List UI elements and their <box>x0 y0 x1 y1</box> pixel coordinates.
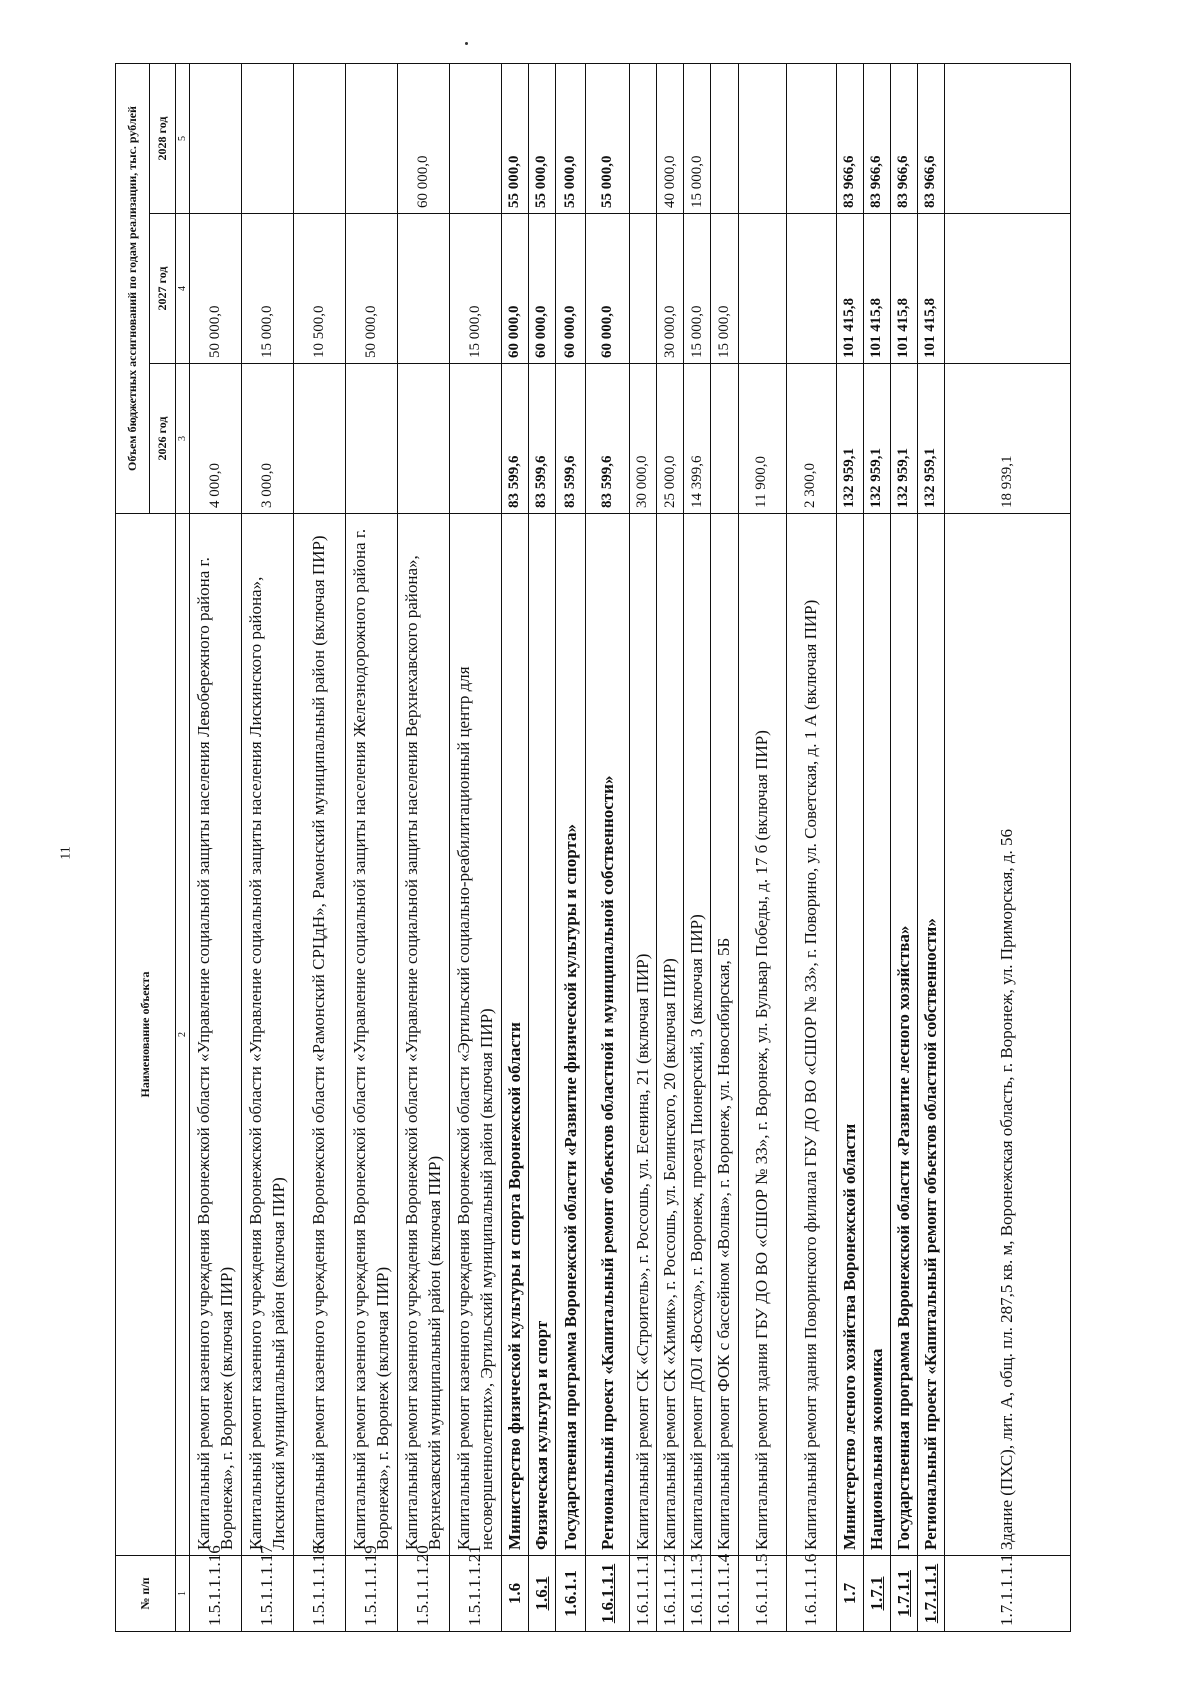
index-cell: 4 <box>176 214 190 364</box>
value-2027: 101 415,8 <box>917 214 944 364</box>
object-name: Капитальный ремонт казенного учреждения Воронежской области «Эртильский социально-реабилитационный центр для несовершеннолетних», Эртильский муниципальный район (включая ПИР) <box>450 514 502 1556</box>
value-2028: 83 966,6 <box>836 64 863 214</box>
value-2026 <box>711 364 738 514</box>
header-name: Наименование объекта <box>116 514 176 1556</box>
value-2026: 3 000,0 <box>242 364 294 514</box>
value-2028 <box>242 64 294 214</box>
row-number: 1.6.1.1.1.1 <box>630 1556 657 1632</box>
value-2028: 40 000,0 <box>657 64 684 214</box>
value-2026: 4 000,0 <box>190 364 242 514</box>
row-number: 1.5.1.1.1.21 <box>450 1556 502 1632</box>
value-2027: 60 000,0 <box>502 214 529 364</box>
value-2028: 83 966,6 <box>917 64 944 214</box>
value-2026 <box>450 364 502 514</box>
value-2028: 15 000,0 <box>684 64 711 214</box>
value-2027: 10 500,0 <box>294 214 346 364</box>
table-row <box>711 64 738 1632</box>
header-no: № п/п <box>116 1556 176 1632</box>
table-row <box>346 64 398 1632</box>
value-2026: 83 599,6 <box>529 364 556 514</box>
table-row <box>556 64 586 1632</box>
value-2027 <box>944 214 1070 364</box>
value-2026: 30 000,0 <box>630 364 657 514</box>
value-2028 <box>450 64 502 214</box>
value-2026: 132 959,1 <box>863 364 890 514</box>
object-name: Капитальный ремонт СК «Строитель», г. Россошь, ул. Есенина, 21 (включая ПИР) <box>630 514 657 1556</box>
table-row <box>502 64 529 1632</box>
value-2026: 132 959,1 <box>890 364 917 514</box>
index-cell: 3 <box>176 364 190 514</box>
object-name: Капитальный ремонт здания ГБУ ДО ВО «СШОР № 33», г. Воронеж, ул. Бульвар Победы, д. 17 б (включая ПИР) <box>738 514 786 1556</box>
value-2027 <box>398 214 450 364</box>
table-row <box>190 64 242 1632</box>
value-2027: 15 000,0 <box>242 214 294 364</box>
value-2027: 15 000,0 <box>684 214 711 364</box>
value-2026: 11 900,0 <box>738 364 786 514</box>
row-number: 1.7.1 <box>863 1556 890 1632</box>
row-number: 1.6.1 <box>529 1556 556 1632</box>
value-2028: 83 966,6 <box>863 64 890 214</box>
row-number: 1.7.1.1.1 <box>917 1556 944 1632</box>
row-number: 1.5.1.1.1.18 <box>294 1556 346 1632</box>
value-2026: 14 399,6 <box>684 364 711 514</box>
index-cell: 1 <box>176 1556 190 1632</box>
value-2027: 50 000,0 <box>346 214 398 364</box>
value-2028 <box>630 64 657 214</box>
object-name: Министерство лесного хозяйства Воронежской области <box>836 514 863 1556</box>
value-2028 <box>190 64 242 214</box>
object-name: Региональный проект «Капитальный ремонт объектов областной и муниципальной собственности» <box>586 514 630 1556</box>
row-number: 1.6.1.1.1.3 <box>684 1556 711 1632</box>
object-name: Капитальный ремонт ДОЛ «Восход», г. Воронеж, проезд Пионерский, 3 (включая ПИР) <box>684 514 711 1556</box>
value-2026 <box>294 364 346 514</box>
table-row <box>630 64 657 1632</box>
rotated-page <box>115 64 1071 1632</box>
row-number: 1.5.1.1.1.17 <box>242 1556 294 1632</box>
value-2028: 55 000,0 <box>502 64 529 214</box>
index-cell: 2 <box>176 514 190 1556</box>
table-row <box>917 64 944 1632</box>
value-2026: 83 599,6 <box>502 364 529 514</box>
value-2028: 55 000,0 <box>556 64 586 214</box>
value-2026: 83 599,6 <box>586 364 630 514</box>
object-name: Капитальный ремонт ФОК с бассейном «Волна», г. Воронеж, ул. Новосибирская, 5Б <box>711 514 738 1556</box>
value-2027: 60 000,0 <box>529 214 556 364</box>
table-row <box>657 64 684 1632</box>
header-year-2026: 2026 год <box>150 364 176 514</box>
header-year-2027: 2027 год <box>150 214 176 364</box>
object-name: Государственная программа Воронежской области «Развитие лесного хозяйства» <box>890 514 917 1556</box>
value-2027: 101 415,8 <box>863 214 890 364</box>
row-number: 1.6.1.1 <box>556 1556 586 1632</box>
object-name: Капитальный ремонт казенного учреждения Воронежской области «Управление социальной защиты населения Лискинского района», Лискинский муниципальный район (включая ПИР) <box>242 514 294 1556</box>
row-number: 1.6.1.1.1.2 <box>657 1556 684 1632</box>
value-2027 <box>738 214 786 364</box>
header-budget-group: Объем бюджетных ассигнований по годам реализации, тыс. рублей <box>116 64 150 514</box>
object-name: Государственная программа Воронежской области «Развитие физической культуры и спорта» <box>556 514 586 1556</box>
value-2028: 55 000,0 <box>529 64 556 214</box>
value-2026: 132 959,1 <box>917 364 944 514</box>
object-name: Национальная экономика <box>863 514 890 1556</box>
value-2027 <box>786 214 836 364</box>
value-2027: 60 000,0 <box>586 214 630 364</box>
value-2028: 60 000,0 <box>398 64 450 214</box>
budget-table <box>115 63 1071 1632</box>
table-row <box>242 64 294 1632</box>
table-row <box>294 64 346 1632</box>
value-2027: 30 000,0 <box>657 214 684 364</box>
value-2028 <box>294 64 346 214</box>
table-row <box>863 64 890 1632</box>
object-name: Капитальный ремонт казенного учреждения Воронежской области «Управление социальной защиты населения Левобережного района г. Воронежа», г. Воронеж (включая ПИР) <box>190 514 242 1556</box>
table-row <box>586 64 630 1632</box>
value-2028: 83 966,6 <box>890 64 917 214</box>
value-2026 <box>346 364 398 514</box>
value-2028: 55 000,0 <box>586 64 630 214</box>
object-name: Региональный проект «Капитальный ремонт объектов областной собственности» <box>917 514 944 1556</box>
table-row <box>529 64 556 1632</box>
value-2028 <box>944 64 1070 214</box>
value-2027: 15 000,0 <box>450 214 502 364</box>
row-number: 1.7 <box>836 1556 863 1632</box>
row-number: 1.6.1.1.1.5 <box>738 1556 786 1632</box>
scan-dot <box>465 42 468 45</box>
object-name: Капитальный ремонт казенного учреждения Воронежской области «Управление социальной защиты населения Железнодорожного района г. Воронежа», г. Воронеж (включая ПИР) <box>346 514 398 1556</box>
table-row <box>890 64 917 1632</box>
row-number: 1.6.1.1.1 <box>586 1556 630 1632</box>
row-number: 1.6.1.1.1.6 <box>786 1556 836 1632</box>
row-number: 1.6 <box>502 1556 529 1632</box>
row-number: 1.6.1.1.1.4 <box>711 1556 738 1632</box>
value-2028 <box>711 64 738 214</box>
table-row <box>738 64 786 1632</box>
value-2026: 18 939,1 <box>944 364 1070 514</box>
object-name: Капитальный ремонт СК «Химик», г. Россошь, ул. Белинского, 20 (включая ПИР) <box>657 514 684 1556</box>
table-row <box>450 64 502 1632</box>
object-name: Капитальный ремонт казенного учреждения Воронежской области «Рамонский СРЦдН», Рамонский муниципальный район (включая ПИР) <box>294 514 346 1556</box>
table-row <box>944 64 1070 1632</box>
table-row <box>786 64 836 1632</box>
value-2026: 25 000,0 <box>657 364 684 514</box>
value-2027: 50 000,0 <box>190 214 242 364</box>
table-row <box>836 64 863 1632</box>
row-number: 1.7.1.1 <box>890 1556 917 1632</box>
index-cell: 5 <box>176 64 190 214</box>
value-2028 <box>738 64 786 214</box>
value-2027: 15 000,0 <box>711 214 738 364</box>
table-row <box>684 64 711 1632</box>
row-number: 1.7.1.1.1.1 <box>944 1556 1070 1632</box>
object-name: Здание (ПХС), лит. А, общ. пл. 287,5 кв. м, Воронежская область, г. Воронеж, ул. Приморская, д. 56 <box>944 514 1070 1556</box>
page-number: 11 <box>58 846 74 860</box>
value-2027 <box>630 214 657 364</box>
row-number: 1.5.1.1.1.19 <box>346 1556 398 1632</box>
value-2026: 132 959,1 <box>836 364 863 514</box>
object-name: Капитальный ремонт казенного учреждения Воронежской области «Управление социальной защиты населения Верхнехавского района», Верхнехавский муниципальный район (включая ПИР) <box>398 514 450 1556</box>
value-2026: 2 300,0 <box>786 364 836 514</box>
value-2027: 101 415,8 <box>890 214 917 364</box>
object-name: Министерство физической культуры и спорта Воронежской области <box>502 514 529 1556</box>
table-row <box>398 64 450 1632</box>
value-2027: 101 415,8 <box>836 214 863 364</box>
value-2028 <box>346 64 398 214</box>
object-name: Физическая культура и спорт <box>529 514 556 1556</box>
object-name: Капитальный ремонт здания Поворинского филиала ГБУ ДО ВО «СШОР № 33», г. Поворино, ул. Советская, д. 1 А (включая ПИР) <box>786 514 836 1556</box>
value-2027: 60 000,0 <box>556 214 586 364</box>
row-number: 1.5.1.1.1.16 <box>190 1556 242 1632</box>
row-number: 1.5.1.1.1.20 <box>398 1556 450 1632</box>
value-2026 <box>398 364 450 514</box>
value-2026: 83 599,6 <box>556 364 586 514</box>
header-year-2028: 2028 год <box>150 64 176 214</box>
value-2028 <box>786 64 836 214</box>
